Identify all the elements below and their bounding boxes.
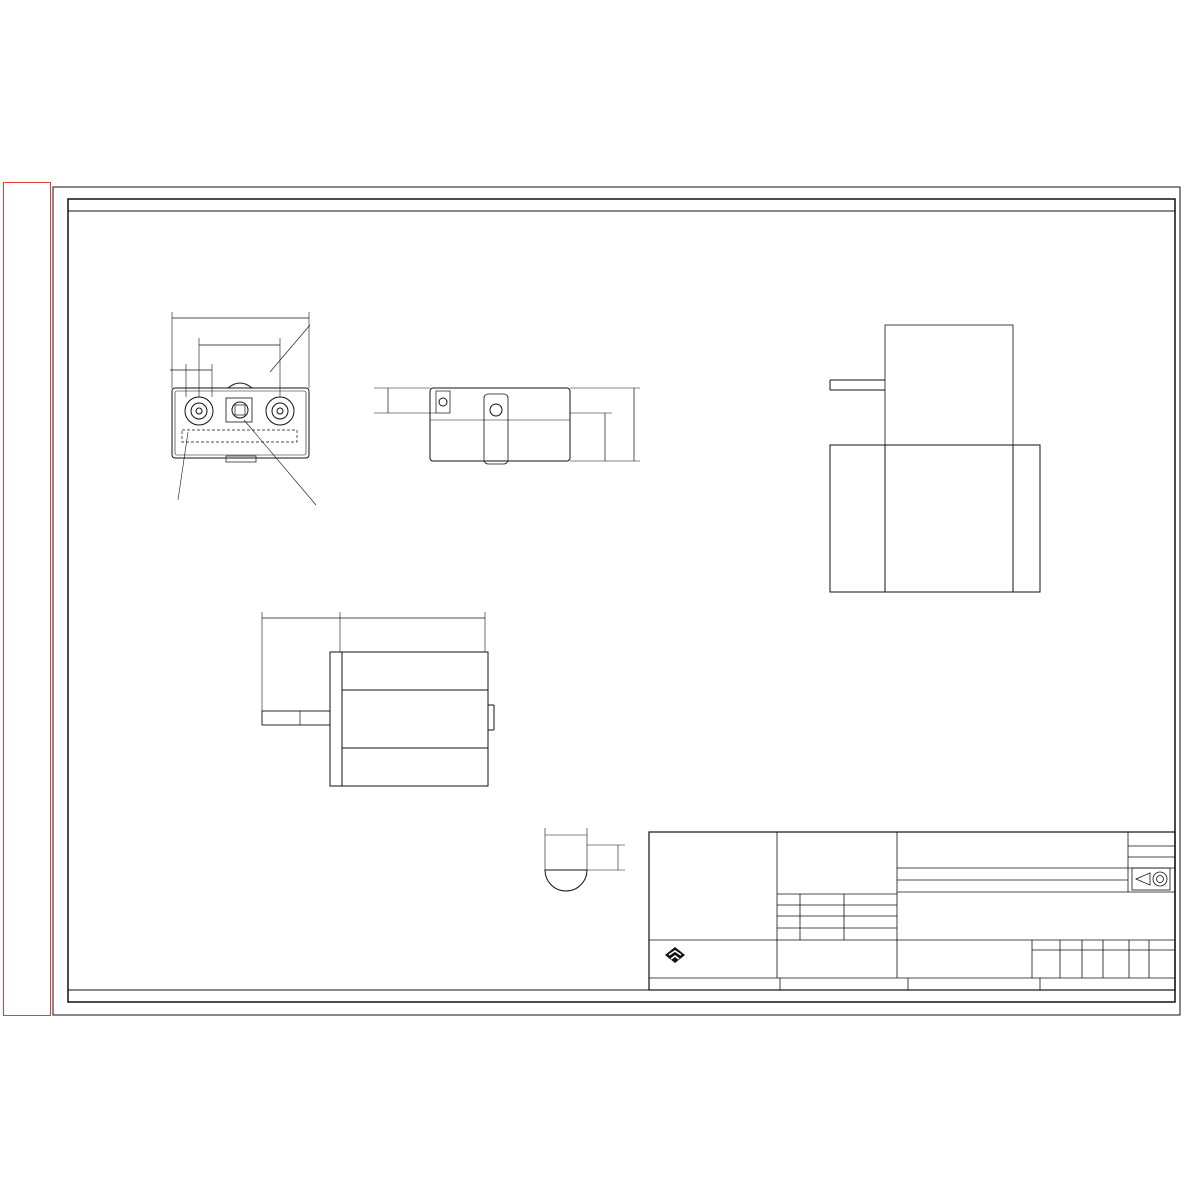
axle-profile-drawing — [545, 828, 625, 891]
outer-frame — [53, 187, 1180, 1015]
rear-view-drawing — [374, 388, 640, 464]
title-block-lines — [649, 832, 1175, 990]
inner-frame — [68, 199, 1175, 1002]
side-stamp — [3, 182, 51, 1016]
switching-contacts — [830, 325, 1013, 445]
front-view-drawing — [170, 312, 316, 505]
side-view-drawing — [262, 612, 494, 786]
switching-table — [830, 445, 1040, 592]
